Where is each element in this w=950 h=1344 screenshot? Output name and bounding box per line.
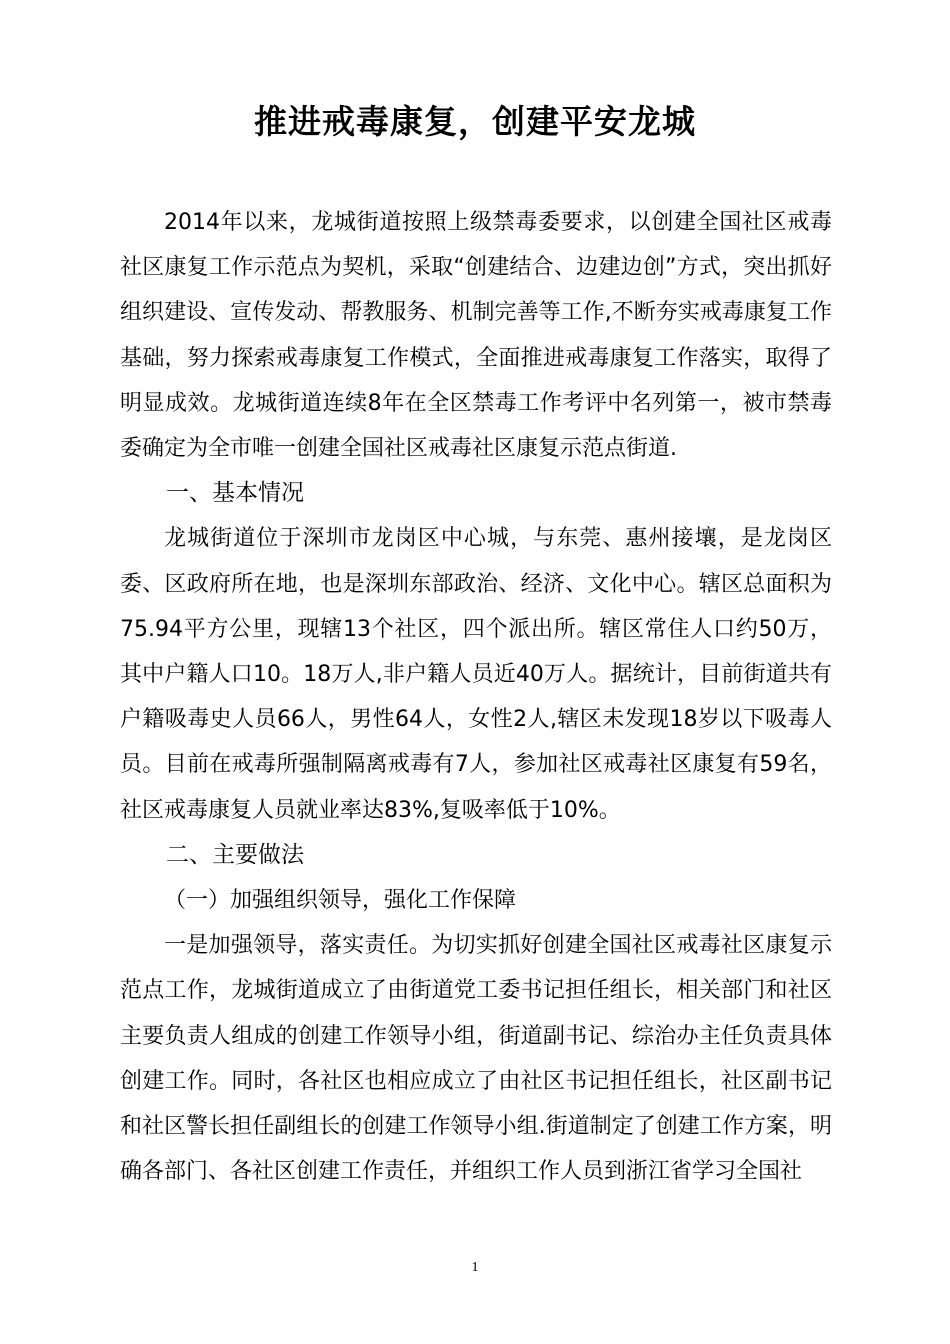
document-title: 推进戒毒康复，创建平安龙城 (254, 102, 696, 141)
subsection-heading-organization: （一）加强组织领导，强化工作保障 (164, 888, 517, 914)
paragraph-basic-situation: 龙城街道位于深圳市龙岗区中心城，与东莞、惠州接壤，是龙岗区委、区政府所在地，也是深圳东部政治、经济、文化中心。辖区总面积为75.94平方公里，现辖13个社区，四个派出所。辖区常住人口约50万，其中户籍人口10。18万人,非户籍人员近40万人。据统计，目前街道共有户籍吸毒史人员66人，男性64人，女性2人,辖区未发现18岁以下吸毒人员。目前在戒毒所强制隔离戒毒有7人，参加社区戒毒社区康复有59名，社区戒毒康复人员就业率达83%,复吸率低于10%。 (120, 526, 832, 823)
page-number: 1 (471, 1260, 479, 1275)
section-heading-basic-situation: 一、基本情况 (166, 480, 304, 507)
paragraph-intro: 2014年以来，龙城街道按照上级禁毒委要求，以创建全国社区戒毒社区康复工作示范点为契机，采取“创建结合、边建边创”方式，突出抓好组织建设、宣传发动、帮教服务、机制完善等工作,不断夯实戒毒康复工作基础，努力探索戒毒康复工作模式，全面推进戒毒康复工作落实，取得了明显成效。龙城街道连续8年在全区禁毒工作考评中名列第一，被市禁毒委确定为全市唯一创建全国社区戒毒社区康复示范点街道. (120, 210, 832, 462)
section-heading-main-practices: 二、主要做法 (166, 841, 304, 868)
document-body (120, 200, 832, 1194)
paragraph-leadership: 一是加强领导，落实责任。为切实抓好创建全国社区戒毒社区康复示范点工作，龙城街道成立了由街道党工委书记担任组长，相关部门和社区主要负责人组成的创建工作领导小组，街道副书记、综治办主任负责具体创建工作。同时，各社区也相应成立了由社区书记担任组长，社区副书记和社区警长担任副组长的创建工作领导小组.街道制定了创建工作方案，明确各部门、各社区创建工作责任，并组织工作人员到浙江省学习全国社 (120, 933, 832, 1185)
